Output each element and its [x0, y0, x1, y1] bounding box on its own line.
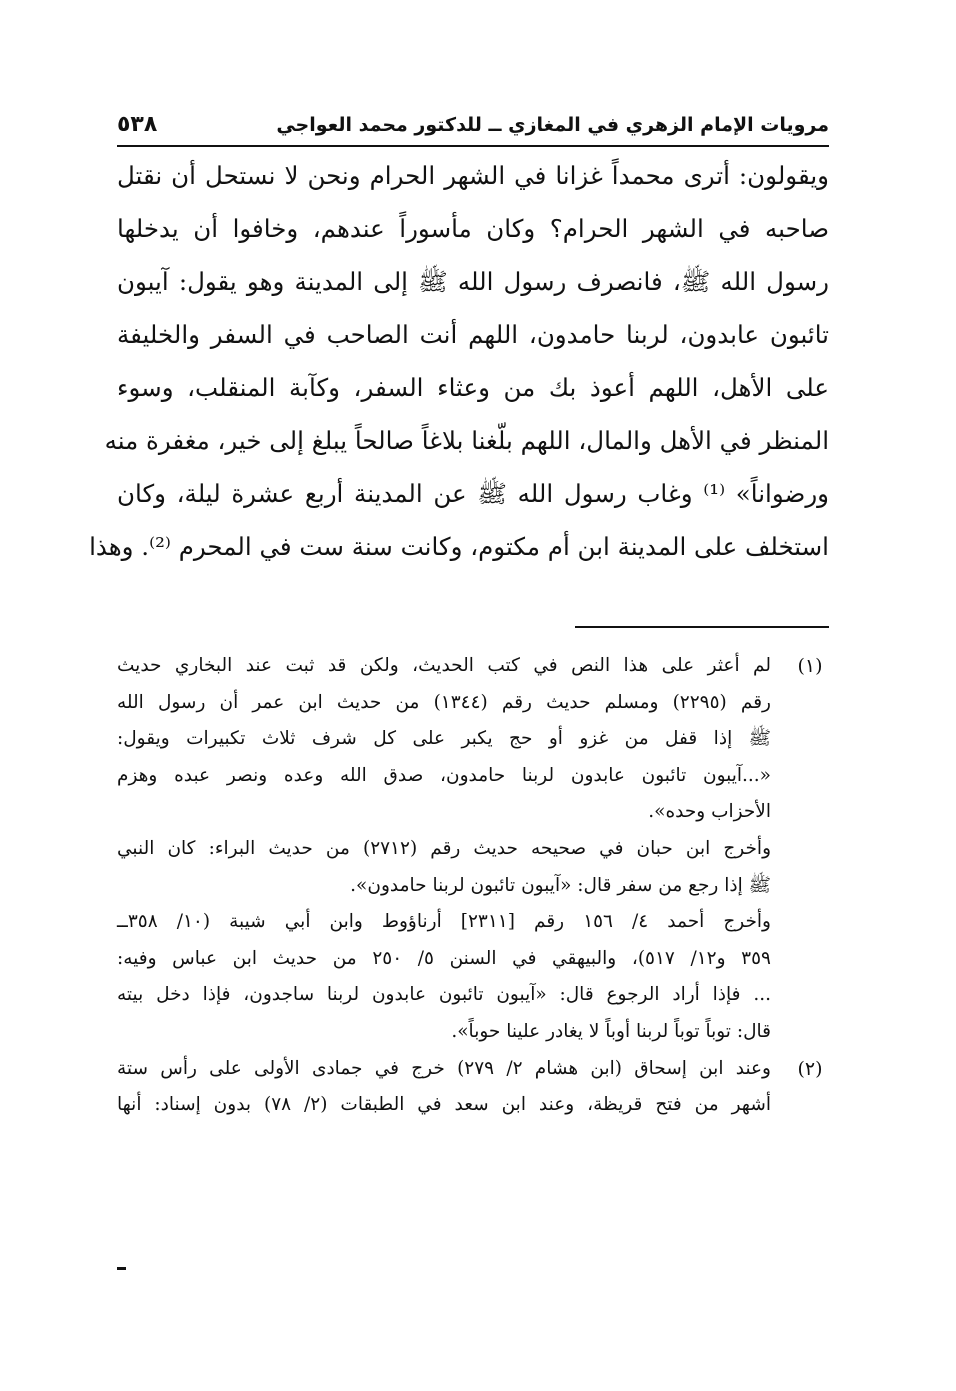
- footnote-number: (١): [797, 655, 823, 677]
- footnote-1-continued-a: [117, 831, 829, 904]
- body-line: رسول الله ﷺ، فانصرف رسول الله ﷺ إلى المدينة وهو يقول: آيبون: [117, 267, 829, 296]
- body-line: ويقولون: أترى محمداً غزانا في الشهر الحرام ونحن لا نستحل أن نقتل: [117, 161, 829, 190]
- footnote-line: أشهر من فتح قريظة، وعند ابن سعد في الطبقات (٢/ ٧٨) بدون إسناد: أنها: [117, 1094, 771, 1116]
- footnote-line: ٣٥٩ و١٢/ ٥١٧)، والبيهقي في السنن ٥/ ٢٥٠ من حديث ابن عباس وفيه:: [117, 947, 771, 969]
- footnote-number: (٢): [797, 1057, 823, 1080]
- footnote-line: رقم (٢٢٩٥) ومسلم حديث رقم (١٣٤٤) من حديث ابن عمر أن رسول الله: [117, 691, 771, 713]
- body-line: استخلف على المدينة ابن أم مكتوم، وكانت سنة ست في المحرم ⁽²⁾. وهذا: [89, 532, 829, 561]
- body-line: صاحبه في الشهر الحرام؟ وكان مأسوراً عندهم، وخافوا أن يدخلها: [117, 214, 829, 243]
- main-body-text: [89, 152, 829, 576]
- footnote-line: الأحزاب وحده».: [648, 801, 771, 823]
- running-title: مرويات الإمام الزهري في المغازي ــ للدكتور محمد العواجي: [276, 114, 829, 136]
- footnote-line: وأخرج ابن حبان في صحيحه حديث رقم (٢٧١٢) من حديث البراء: كان النبي: [117, 837, 772, 859]
- body-line: المنظر في الأهل والمال، اللهم بلّغنا بلاغاً صالحاً يبلغ إلى خير، مغفرة منه: [104, 426, 829, 455]
- page-header: [117, 112, 829, 144]
- page-number: ٥٣٨: [117, 112, 158, 137]
- footnote-2: [117, 1051, 829, 1124]
- body-line: تائبون عابدون، لربنا حامدون، اللهم أنت الصاحب في السفر والخليفة: [117, 320, 829, 349]
- continuation-mark: [117, 1267, 126, 1270]
- footnote-line: ﷺ إذا رجع من سفر قال: «آيبون تائبون لربنا حامدون».: [350, 874, 771, 896]
- footnotes-section: [117, 648, 829, 1124]
- footnote-line: ... فإذا أراد الرجوع قال: «آيبون تائبون عابدون لربنا ساجدون، فإذا دخل بيته: [117, 984, 771, 1006]
- footnote-line: وأخرج أحمد ٤/ ١٥٦ رقم [٢٣١١] أرناؤوط وابن أبي شيبة (١٠/ ٣٥٨ــ: [117, 911, 771, 933]
- footnote-line: «...آيبون تائبون عابدون لربنا حامدون، صدق الله وعده ونصر عبده وهزم: [117, 764, 771, 786]
- footnote-line: ﷺ إذا قفل من غزو أو حج يكبر على كل شرف ثلاث تكبيرات ويقول:: [117, 728, 771, 750]
- header-divider: [117, 145, 829, 147]
- footnote-line: لم أعثر على هذا النص في كتب الحديث، ولكن قد ثبت عند البخاري حديث: [117, 655, 772, 676]
- body-line: على الأهل، اللهم أعوذ بك من وعثاء السفر، وكآبة المنقلب، وسوء: [117, 373, 829, 402]
- footnote-1: [117, 648, 829, 831]
- footnote-line: وعند ابن إسحاق (ابن هشام ٢/ ٢٧٩) خرج في جمادى الأولى على رأس ستة: [117, 1057, 771, 1079]
- footnote-1-continued-b: [117, 904, 829, 1050]
- body-line: ورضواناً» ⁽¹⁾ وغاب رسول الله ﷺ عن المدينة أربع عشرة ليلة، وكان: [117, 479, 829, 508]
- footnote-divider: [575, 626, 829, 628]
- footnote-line: قال: توباً توباً لربنا أوباً لا يغادر علينا حوباً».: [451, 1020, 771, 1042]
